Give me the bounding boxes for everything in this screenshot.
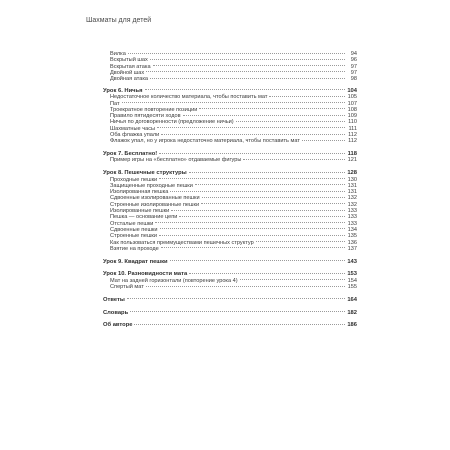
leader-dots (159, 153, 345, 154)
toc-entry-title: Троекратное повторение позиции (110, 106, 198, 113)
leader-dots (145, 89, 346, 90)
toc-entry-page: 98 (350, 76, 357, 83)
toc-chapter-title: Ответы (103, 296, 125, 303)
toc-entry-title: Мат на задней горизонтали (повторение урока 4) (110, 277, 238, 284)
toc-chapter-page: 143 (347, 258, 357, 265)
toc-entry-title: Как пользоваться преимуществами пешечных структур (110, 239, 254, 246)
toc-entry-page: 112 (348, 138, 357, 145)
toc-entry-title: Защищенные проходные пешки (110, 182, 193, 189)
toc-entry-page: 155 (347, 284, 357, 290)
toc-entry-page: 132 (347, 201, 357, 208)
toc-entry-title: Ничья по договоренности (предложение ничьи) (110, 119, 234, 126)
toc-entry-page: 133 (347, 220, 357, 227)
toc-entry-page: 107 (347, 100, 357, 107)
toc-chapter-page: 164 (347, 296, 357, 303)
toc-entry-title: Строенные изолированные пешки (110, 201, 200, 208)
toc-entry-title: Двойная атака (110, 76, 148, 83)
toc-entry-page: 154 (347, 277, 357, 284)
leader-dots (159, 235, 345, 236)
toc-chapter-page: 182 (347, 309, 357, 316)
leader-dots (161, 247, 345, 248)
toc-entry-page: 105 (347, 94, 357, 101)
toc-entry-title: Вскрытый шах (110, 57, 148, 64)
toc-entry-page: 109 (347, 113, 357, 120)
table-of-contents (103, 51, 357, 329)
toc-entry-title: Изолированная пешка (110, 189, 169, 196)
toc-entry-title: Флажок упал, но у игрока недостаточно материала, чтобы поставить мат (110, 138, 300, 145)
leader-dots (170, 191, 345, 192)
toc-entry-page: 136 (347, 239, 357, 246)
leader-dots (159, 178, 345, 179)
toc-entry-title: Правило пятидесяти ходов (110, 113, 181, 120)
leader-dots (161, 134, 345, 135)
leader-dots (150, 59, 345, 60)
leader-dots (199, 108, 345, 109)
leader-dots (171, 210, 345, 211)
leader-dots (128, 53, 345, 54)
leader-dots (302, 140, 345, 141)
toc-entry-title: Сдвоенные пешки (110, 226, 158, 233)
leader-dots (146, 71, 345, 72)
toc-entry-title: Отсталые пешки (110, 220, 154, 227)
toc-chapter-page: 104 (347, 87, 357, 94)
leader-dots (201, 203, 345, 204)
toc-entry-title: Сдвоенные изолированные пешки (110, 195, 200, 202)
toc-entry-page: 94 (350, 51, 357, 57)
toc-chapter-title: Урок 7. Бесплатно! (103, 151, 158, 158)
leader-dots (150, 78, 345, 79)
toc-entry-page: 133 (347, 214, 357, 221)
toc-entry-title: Пешка — основание цепи (110, 214, 178, 221)
leader-dots (153, 65, 345, 66)
toc-entry-page: 130 (347, 176, 357, 183)
toc-chapter-title: Урок 9. Квадрат пешки (103, 258, 168, 265)
toc-entry-page: 96 (350, 57, 357, 64)
running-title: Шахматы для детей (86, 17, 152, 24)
toc-entry-title: Пример игры на «бесплатно» отдаваемые фигуры (110, 157, 242, 164)
leader-dots (122, 102, 345, 103)
toc-entry-page: 97 (350, 69, 357, 76)
toc-entry-title: Недостаточное количество материала, чтобы поставить мат (110, 94, 268, 101)
leader-dots (243, 159, 345, 160)
toc-chapter-page: 186 (347, 322, 357, 329)
toc-entry-page: 134 (347, 226, 357, 233)
toc-chapter-about-author (103, 322, 357, 328)
toc-entry-page: 133 (347, 208, 357, 215)
leader-dots (195, 184, 345, 185)
leader-dots (183, 115, 345, 116)
leader-dots (146, 286, 345, 287)
toc-chapter-title: Об авторе (103, 322, 133, 329)
toc-entry-page: 132 (347, 195, 357, 202)
toc-entry-page: 131 (347, 182, 357, 189)
toc-chapter-title: Урок 8. Пешечные структуры (103, 170, 187, 177)
toc-entry-title: Вскрытая атака (110, 63, 151, 70)
toc-entry-page: 108 (347, 106, 357, 113)
toc-chapter-title: Урок 10. Разновидности мата (103, 271, 188, 278)
toc-entry-title: Оба флажка упали (110, 132, 160, 139)
toc-entry-title: Пат (110, 100, 120, 107)
leader-dots (157, 127, 345, 128)
leader-dots (134, 324, 345, 325)
leader-dots (189, 273, 345, 274)
toc-entry-title: Взятие на проходе (110, 245, 159, 252)
leader-dots (240, 279, 345, 280)
toc-entry-title: Изолированные пешки (110, 208, 170, 215)
toc-entry-page: 135 (347, 233, 357, 240)
toc-entry-page: 137 (347, 245, 357, 252)
leader-dots (160, 228, 346, 229)
toc-entry-page: 112 (348, 132, 357, 139)
leader-dots (202, 197, 345, 198)
toc-entry-title: Проходные пешки (110, 176, 158, 183)
toc-entry-title: Двойной шах (110, 69, 145, 76)
leader-dots (256, 241, 345, 242)
toc-entry-page: 110 (348, 119, 357, 126)
toc-entry-page: 111 (348, 125, 357, 132)
toc-entry-page: 97 (350, 63, 357, 70)
toc-chapter-page: 128 (347, 170, 357, 177)
toc-chapter-page: 118 (347, 151, 357, 158)
toc-chapter-page: 153 (347, 271, 357, 278)
leader-dots (189, 172, 345, 173)
leader-dots (170, 260, 345, 261)
toc-entry-page: 121 (347, 157, 357, 164)
toc-entry-title: Вилка (110, 51, 126, 57)
leader-dots (130, 311, 345, 312)
leader-dots (155, 222, 345, 223)
leader-dots (179, 216, 345, 217)
toc-entry-page: 131 (347, 189, 357, 196)
toc-chapter-title: Словарь (103, 309, 129, 316)
leader-dots (127, 298, 345, 299)
toc-entry-title: Шахматные часы (110, 125, 156, 132)
leader-dots (269, 96, 345, 97)
toc-entry-title: Строенные пешки (110, 233, 157, 240)
toc-chapter-title: Урок 6. Ничья (103, 87, 143, 94)
toc-entry-title: Спертый мат (110, 284, 144, 290)
leader-dots (236, 121, 345, 122)
